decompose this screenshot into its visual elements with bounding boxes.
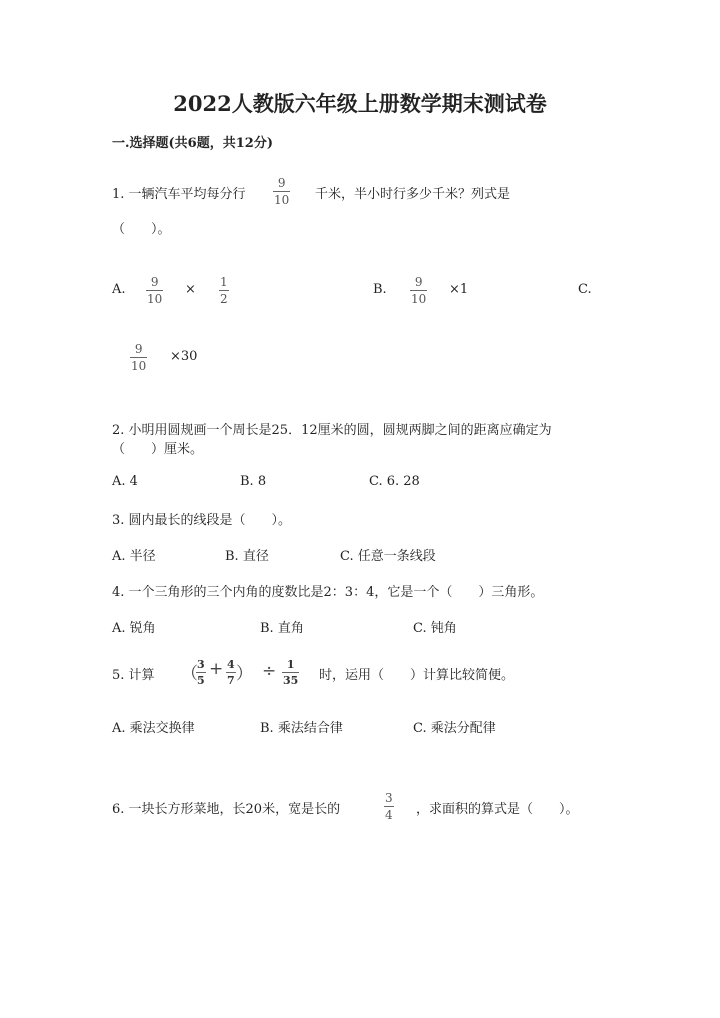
q4-option-b: B. 直角 xyxy=(260,621,304,636)
q1-option-b-rest: ×1 xyxy=(449,282,469,297)
q1-frac-num: 9 xyxy=(277,176,286,190)
q5-fraction-1 xyxy=(196,659,206,686)
q1-prefix: 1. 一辆汽车平均每分行 xyxy=(112,187,246,202)
q1-option-b-label: B. xyxy=(373,282,387,297)
q3-option-b: B. 直径 xyxy=(225,549,269,564)
q1-fraction xyxy=(273,177,290,206)
q1-option-a-op: × xyxy=(185,282,196,297)
q1-a-frac1-num: 9 xyxy=(150,275,159,289)
q6-frac-num: 3 xyxy=(385,791,393,805)
q5-fraction-2 xyxy=(226,659,236,686)
q6-fraction xyxy=(384,792,394,821)
q5-option-c: C. 乘法分配律 xyxy=(413,721,496,736)
q4-text: 4. 一个三角形的三个内角的度数比是2：3：4，它是一个（ ）三角形。 xyxy=(112,585,544,600)
q5-fraction-3 xyxy=(282,659,299,686)
q2-option-c: C. 6. 28 xyxy=(369,474,420,489)
q1-frac-den: 10 xyxy=(274,193,290,207)
q1-c-frac-num: 9 xyxy=(134,342,143,356)
q1-b-frac-den: 10 xyxy=(411,292,427,306)
q5-f1-num: 3 xyxy=(197,658,205,671)
q1-c-frac-den: 10 xyxy=(131,359,147,373)
q1-option-a-frac2 xyxy=(219,276,229,305)
section-heading: 一.选择题(共6题，共12分) xyxy=(112,136,273,151)
q5-open-paren: （ xyxy=(181,664,198,684)
q1-option-c-frac xyxy=(130,343,147,372)
q6-suffix: ，求面积的算式是（ ）。 xyxy=(416,802,579,817)
q5-f3-num: 1 xyxy=(286,658,295,671)
q5-f3-den: 35 xyxy=(283,674,299,687)
q5-plus: + xyxy=(209,659,224,679)
q5-f1-den: 5 xyxy=(197,674,205,687)
q4-option-c: C. 钝角 xyxy=(413,621,457,636)
q5-f2-den: 7 xyxy=(227,674,235,687)
q1-option-c-rest: ×30 xyxy=(170,349,198,364)
q3-option-c: C. 任意一条线段 xyxy=(340,549,436,564)
page-title: 2022人教版六年级上册数学期末测试卷 xyxy=(173,91,547,116)
q1-b-frac-num: 9 xyxy=(414,275,423,289)
q1-option-a-frac1 xyxy=(146,276,163,305)
q5-close-paren: ） xyxy=(236,664,253,684)
q5-suffix: 时，运用（ ）计算比较简便。 xyxy=(319,668,515,683)
q5-option-b: B. 乘法结合律 xyxy=(260,721,343,736)
q2-line1: 2. 小明用圆规画一个周长是25．12厘米的圆，圆规两脚之间的距离应确定为 xyxy=(112,423,552,438)
q6-prefix: 6. 一块长方形菜地，长20米，宽是长的 xyxy=(112,802,341,817)
q4-option-a: A. 锐角 xyxy=(112,621,156,636)
q1-line2: （ ）。 xyxy=(112,222,171,237)
q1-a-frac2-num: 1 xyxy=(220,275,228,289)
q1-option-a-label: A. xyxy=(112,282,126,297)
q1-suffix: 千米，半小时行多少千米？列式是 xyxy=(315,187,511,202)
q2-option-b: B. 8 xyxy=(240,474,267,489)
q5-divide: ÷ xyxy=(262,661,277,681)
q1-option-b-frac xyxy=(410,276,427,305)
q1-a-frac1-den: 10 xyxy=(147,292,163,306)
q5-option-a: A. 乘法交换律 xyxy=(112,721,195,736)
q3-text: 3. 圆内最长的线段是（ ）。 xyxy=(112,513,292,528)
q2-line2: （ ）厘米。 xyxy=(112,442,204,457)
q5-f2-num: 4 xyxy=(227,658,235,671)
q3-option-a: A. 半径 xyxy=(112,549,156,564)
q1-a-frac2-den: 2 xyxy=(220,292,228,306)
q2-option-a: A. 4 xyxy=(112,474,138,489)
q1-option-c-label: C. xyxy=(578,282,592,297)
q6-frac-den: 4 xyxy=(385,808,393,822)
q5-prefix: 5. 计算 xyxy=(112,668,155,683)
